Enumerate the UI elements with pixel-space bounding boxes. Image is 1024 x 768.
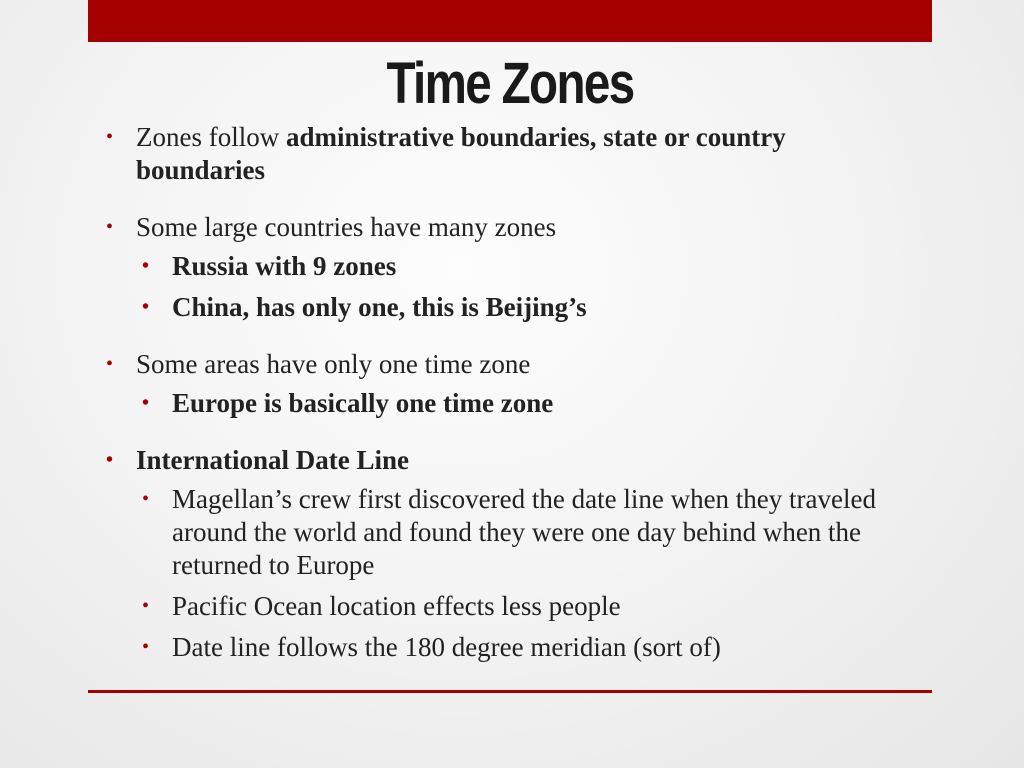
list-item-text: Some large countries have many zones (136, 212, 557, 242)
sub-list-item (100, 387, 900, 420)
sub-list-item-text: China, has only one, this is Beijing’s (172, 292, 587, 322)
slide-title: Time Zones (386, 51, 634, 116)
bullet-icon: • (106, 126, 114, 148)
sub-list-item-text: Europe is basically one time zone (172, 388, 554, 418)
sub-list-item-text: Russia with 9 zones (172, 251, 397, 281)
bullet-icon: • (142, 296, 150, 318)
sub-list-item-text: Magellan’s crew first discovered the date line when they traveled around the world and found they were one day behind when the returned to Europe (172, 484, 876, 580)
list-item (100, 121, 900, 187)
bullet-icon: • (142, 392, 150, 414)
top-accent-bar (88, 0, 932, 42)
bottom-accent-rule (88, 690, 932, 693)
bullet-icon: • (106, 353, 114, 375)
list-item (100, 444, 900, 477)
list-item-text: Zones follow (136, 122, 286, 152)
list-item-text: International Date Line (136, 445, 409, 475)
bullet-list (100, 121, 900, 664)
bullet-icon: • (142, 636, 150, 658)
list-item (100, 211, 900, 244)
list-item-text-bold: administrative boundaries, state or country boundaries (136, 122, 786, 185)
list-item (100, 348, 900, 381)
bullet-icon: • (106, 449, 114, 471)
bullet-icon: • (142, 488, 150, 510)
bullet-icon: • (106, 216, 114, 238)
list-item-text: Some areas have only one time zone (136, 349, 531, 379)
sub-list-item (100, 631, 900, 664)
sub-list-item (100, 250, 900, 283)
sub-list-item (100, 590, 900, 623)
bullet-icon: • (142, 255, 150, 277)
sub-list-item-text: Date line follows the 180 degree meridian (sort of) (172, 632, 721, 662)
sub-list-item (100, 483, 900, 582)
sub-list-item (100, 291, 900, 324)
bullet-icon: • (142, 595, 150, 617)
sub-list-item-text: Pacific Ocean location effects less people (172, 591, 621, 621)
